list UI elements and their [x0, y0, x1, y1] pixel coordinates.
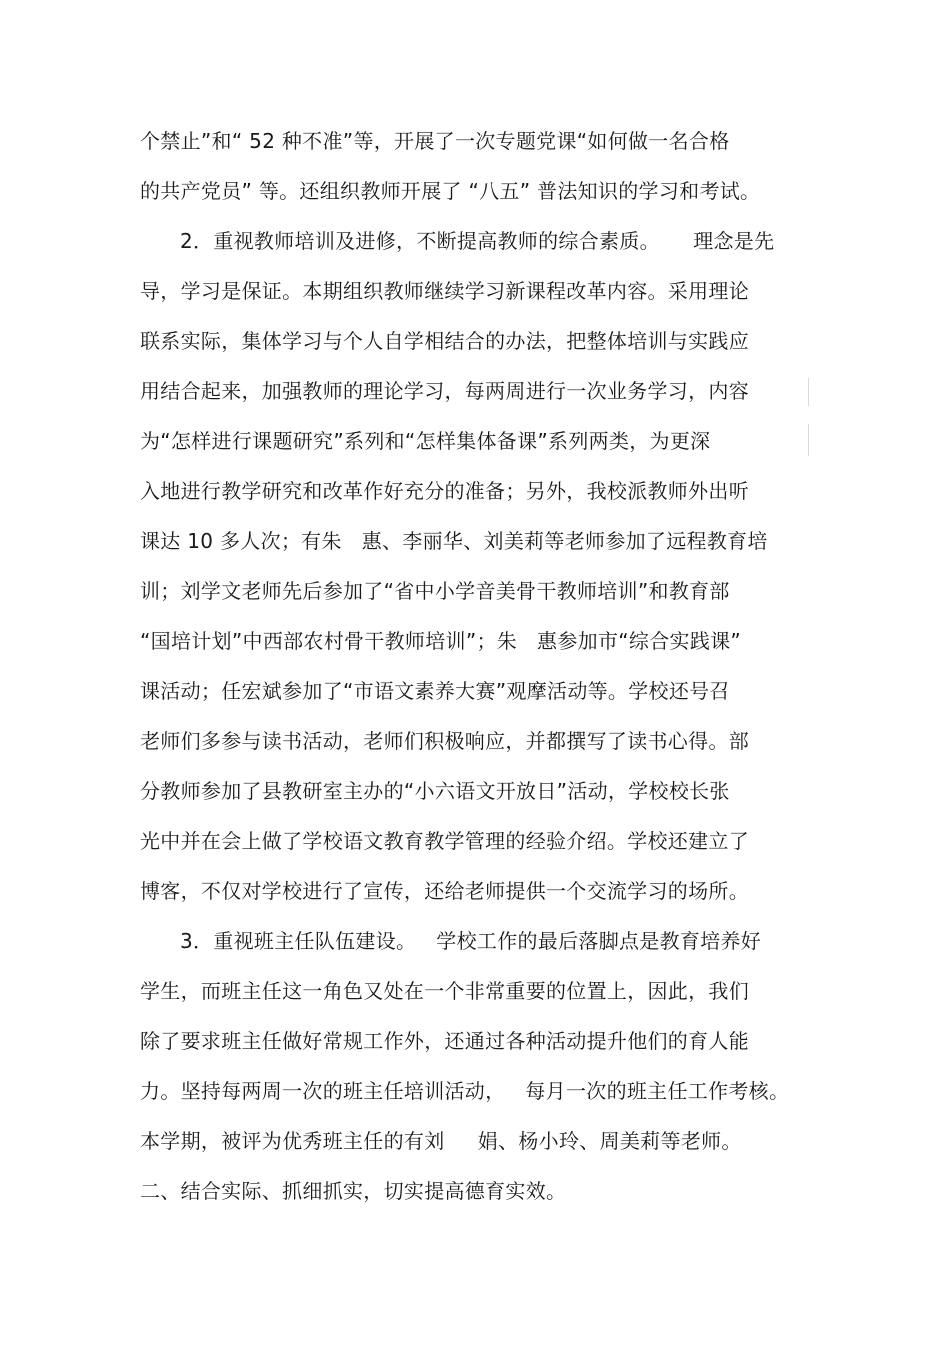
text-line-7: 为“怎样进行课题研究”系列和“怎样集体备课”系列两类，为更深 [140, 429, 711, 453]
text-line-12: 课活动；任宏斌参加了“市语文素养大赛”观摩活动等。学校还号召 [140, 679, 730, 703]
text-line-6: 用结合起来，加强教师的理论学习，每两周进行一次业务学习，内容 [140, 379, 749, 403]
text-line-19: 除了要求班主任做好常规工作外，还通过各种活动提升他们的育人能 [140, 1029, 749, 1053]
text-line-16: 博客，不仅对学校进行了宣传，还给老师提供一个交流学习的场所。 [140, 879, 749, 903]
text-line-5: 联系实际，集体学习与个人自学相结合的办法，把整体培训与实践应 [140, 329, 749, 353]
text-line-11: “国培计划”中西部农村骨干教师培训”；朱 惠参加市“综合实践课” [140, 629, 742, 653]
text-line-14: 分教师参加了县教研室主办的“小六语文开放日”活动，学校校长张 [140, 779, 730, 803]
text-line-20: 力。坚持每两周一次的班主任培训活动， 每月一次的班主任工作考核。 [140, 1079, 790, 1103]
text-line-18: 学生，而班主任这一角色又处在一个非常重要的位置上，因此，我们 [140, 979, 749, 1003]
text-line-22: 二、结合实际、抓细抓实，切实提高德育实效。 [140, 1179, 567, 1203]
text-line-9: 课达 10 多人次；有朱 惠、李丽华、刘美莉等老师参加了远程教育培 [140, 529, 768, 553]
text-line-1: 个禁止”和“ 52 种不准”等，开展了一次专题党课“如何做一名合格 [140, 129, 730, 153]
text-line-8: 入地进行教学研究和改革作好充分的准备；另外，我校派教师外出听 [140, 479, 749, 503]
scan-edge-mark-2 [808, 424, 809, 456]
text-line-17: 3．重视班主任队伍建设。 学校工作的最后落脚点是教育培养好 [180, 929, 762, 953]
text-line-4: 导，学习是保证。本期组织教师继续学习新课程改革内容。采用理论 [140, 279, 749, 303]
text-line-2: 的共产党员” 等。还组织教师开展了 “八五” 普法知识的学习和考试。 [140, 179, 761, 203]
scan-edge-mark-1 [808, 378, 809, 406]
text-line-15: 光中并在会上做了学校语文教育教学管理的经验介绍。学校还建立了 [140, 829, 749, 853]
text-line-10: 训；刘学文老师先后参加了“省中小学音美骨干教师培训”和教育部 [140, 579, 730, 603]
text-line-21: 本学期，被评为优秀班主任的有刘 娟、杨小玲、周美莉等老师。 [140, 1129, 742, 1153]
text-line-13: 老师们多参与读书活动，老师们积极响应，并都撰写了读书心得。部 [140, 729, 749, 753]
text-line-3: 2．重视教师培训及进修，不断提高教师的综合素质。 理念是先 [180, 229, 775, 253]
